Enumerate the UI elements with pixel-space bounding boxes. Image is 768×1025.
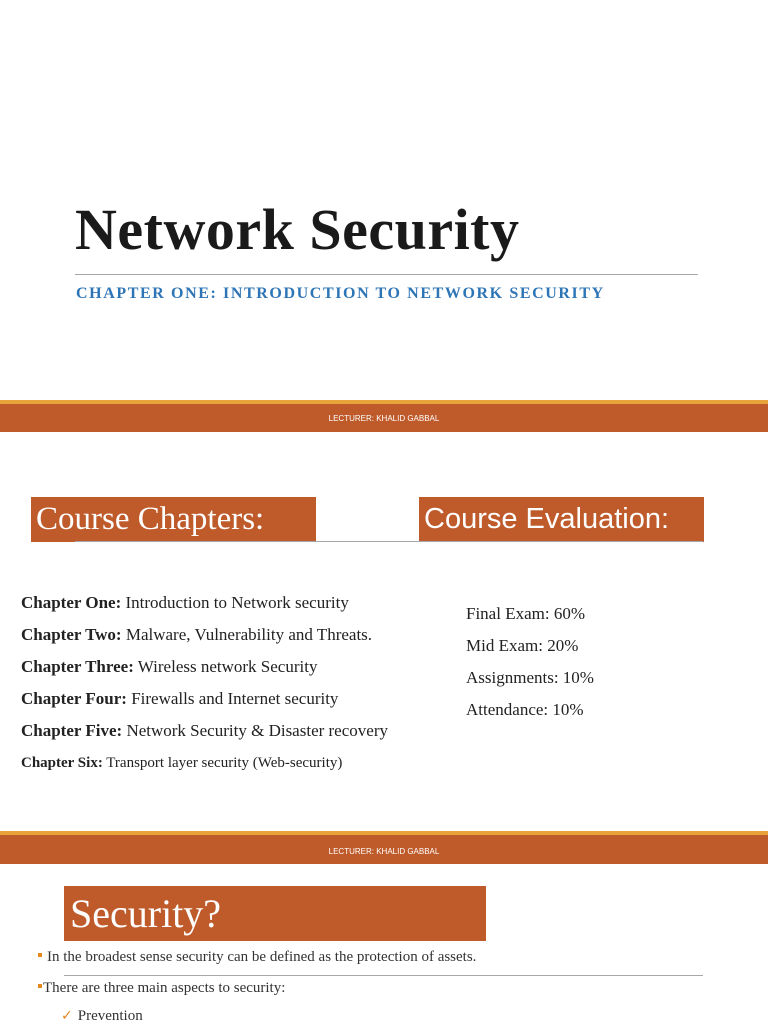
- slide-title: Network Security: [75, 197, 520, 262]
- list-item: Mid Exam: 20%: [466, 636, 579, 655]
- chapter-label: Chapter Six:: [21, 755, 103, 771]
- bullet-item: [38, 949, 476, 966]
- chapter-text: Introduction to Network security: [121, 593, 349, 612]
- list-item: [21, 587, 388, 619]
- chapter-label: Chapter Five:: [21, 721, 123, 740]
- list-item: [21, 651, 388, 683]
- slide-subtitle: CHAPTER ONE: INTRODUCTION TO NETWORK SECURITY: [76, 285, 605, 302]
- list-item: Attendance: 10%: [466, 700, 584, 719]
- list-item: [21, 747, 388, 779]
- list-item: [21, 683, 388, 715]
- bullet-divider: [64, 975, 703, 976]
- chapter-text: Firewalls and Internet security: [126, 689, 339, 708]
- list-item: [21, 715, 388, 747]
- security-heading: Security?: [64, 886, 486, 941]
- chapter-label: Chapter Two:: [21, 625, 122, 644]
- footer-band: [0, 404, 768, 432]
- lecturer-label: LECTURER: KHALID GABBAL: [328, 847, 440, 856]
- chapter-text: Transport layer security (Web-security): [102, 755, 343, 771]
- section-divider: [75, 541, 703, 542]
- bullet-square-icon: [38, 984, 42, 988]
- checkmark-icon: ✓: [61, 1008, 73, 1024]
- lecturer-label: LECTURER: KHALID GABBAL: [328, 414, 440, 423]
- sub-bullet-item: [61, 1008, 143, 1025]
- footer-band: [0, 835, 768, 864]
- list-item: Assignments: 10%: [466, 668, 594, 687]
- chapter-label: Chapter One:: [21, 593, 122, 612]
- list-item: [21, 619, 388, 651]
- chapter-label: Chapter Four:: [21, 689, 127, 708]
- chapter-label: Chapter Three:: [21, 657, 134, 676]
- chapter-text: Malware, Vulnerability and Threats.: [121, 625, 373, 644]
- bullet-text: In the broadest sense security can be defined as the protection of assets.: [47, 949, 477, 965]
- bullet-square-icon: [38, 953, 42, 957]
- chapter-text: Network Security & Disaster recovery: [122, 721, 388, 740]
- evaluation-list: [466, 598, 594, 726]
- chapter-text: Wireless network Security: [133, 657, 318, 676]
- course-chapters-heading: Course Chapters:: [31, 497, 316, 542]
- list-item: Final Exam: 60%: [466, 604, 585, 623]
- chapters-list: [21, 587, 388, 779]
- title-divider: [75, 274, 698, 275]
- bullet-text: There are three main aspects to security:: [43, 980, 286, 996]
- sub-bullet-text: Prevention: [77, 1008, 143, 1024]
- bullet-item: [38, 980, 285, 997]
- course-evaluation-heading: Course Evaluation:: [419, 497, 704, 542]
